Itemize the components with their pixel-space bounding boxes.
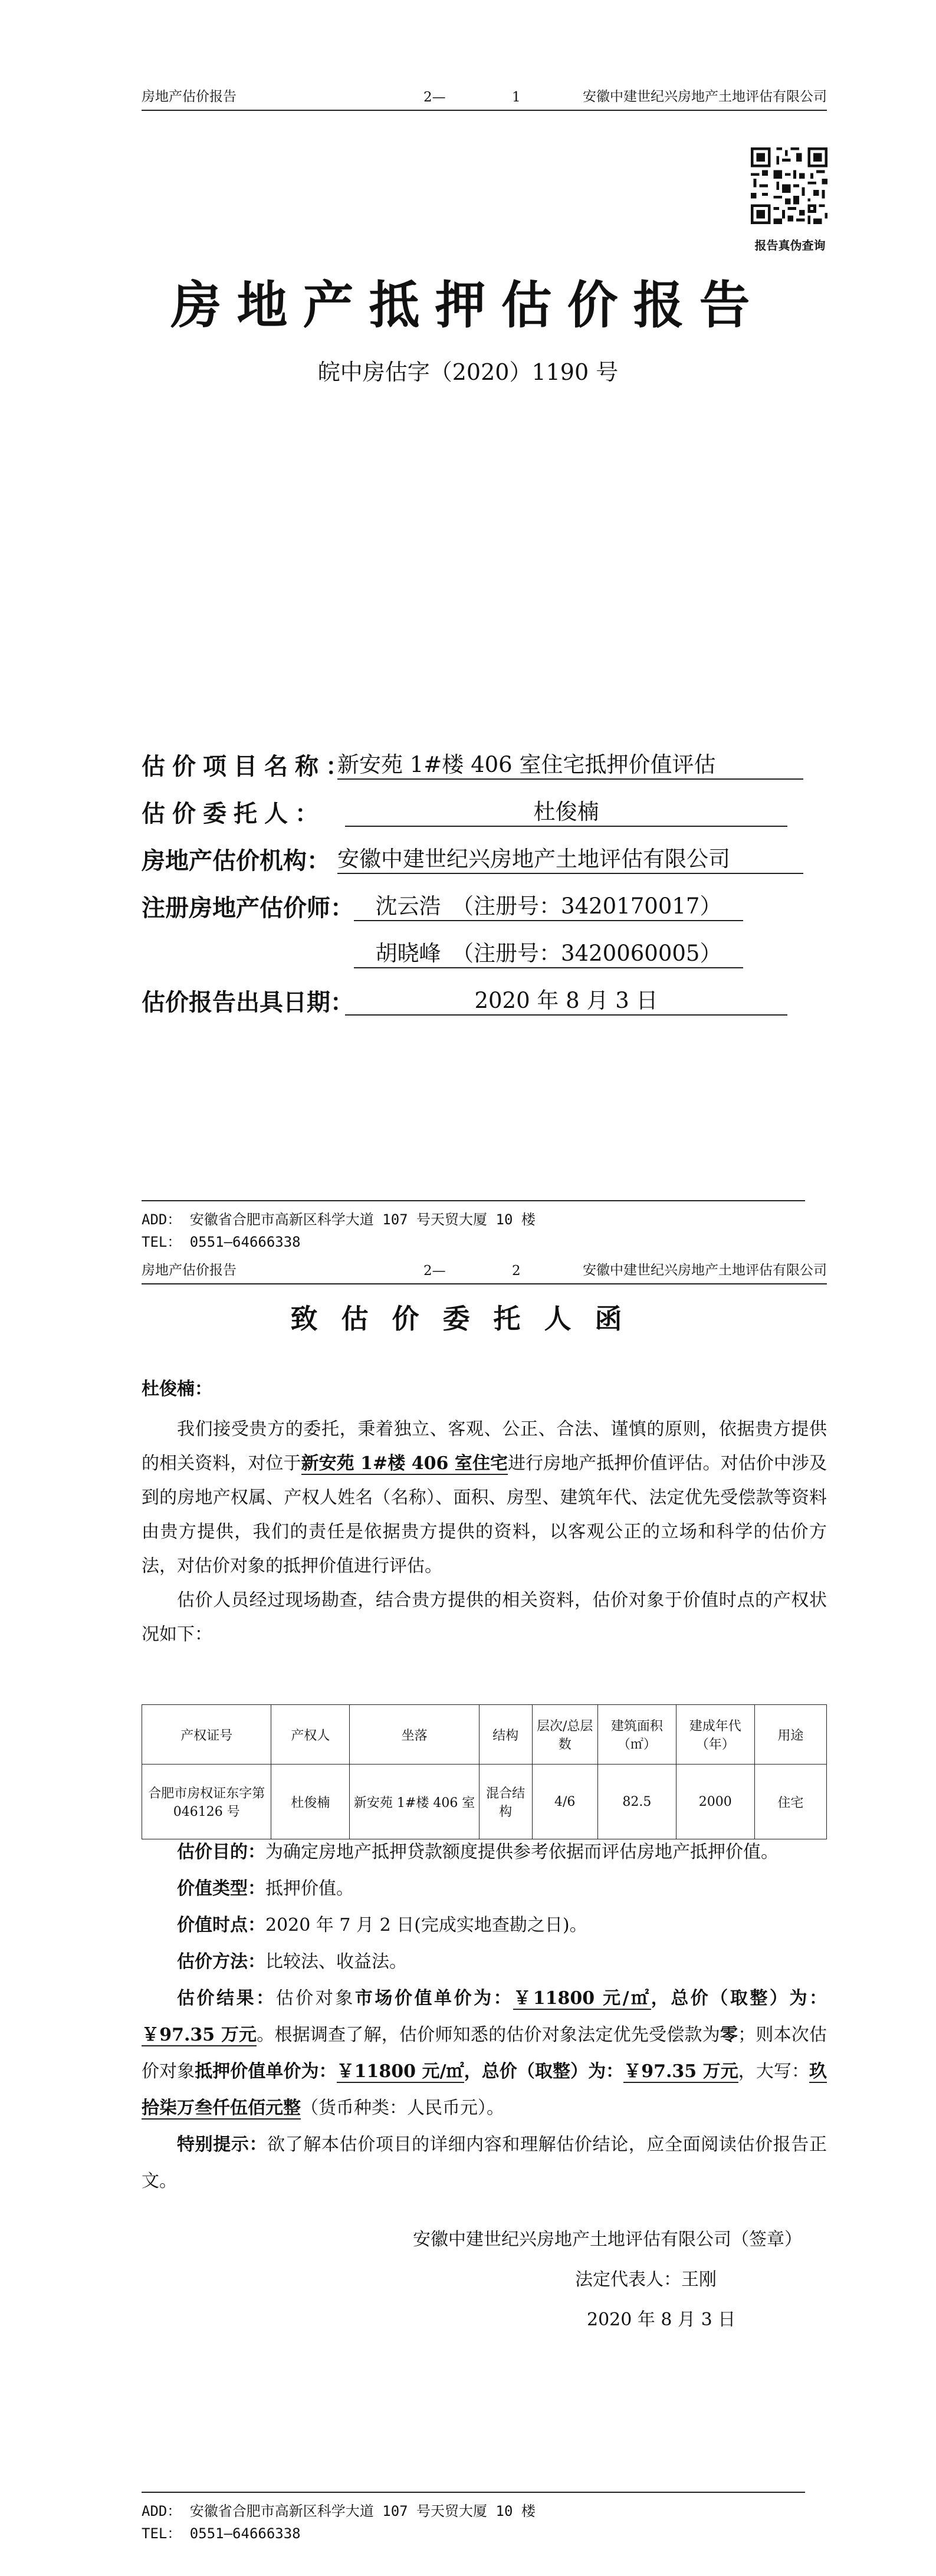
mortgage-unit-label: 抵押价值单价为：: [195, 2061, 337, 2082]
para1-property: 新安苑 1#楼 406 室住宅: [301, 1453, 508, 1474]
table-cell: 混合结构: [479, 1765, 532, 1839]
field-label-date: 估价报告出具日期：: [142, 988, 354, 1016]
letter-details: [142, 1834, 827, 2200]
page-header-2: [142, 1262, 827, 1284]
field-value-appraiser-1: 沈云浩 （注册号：3420170017）: [354, 888, 743, 921]
salutation: 杜俊楠：: [142, 1379, 212, 1399]
qr-caption: 报告真伪查询: [754, 238, 826, 252]
purpose-line: [142, 1834, 827, 1871]
field-label-project: 估价项目名称：: [142, 753, 356, 780]
method-text: 比较法、收益法。: [265, 1951, 407, 1972]
footer-divider: [142, 2492, 805, 2493]
legal-representative: 法定代表人：王刚: [575, 2269, 717, 2290]
footer-tel: TEL： 0551—64666338: [142, 2525, 301, 2542]
table-cell: 杜俊楠: [271, 1765, 350, 1839]
header-page-prefix: 2—: [423, 90, 446, 105]
result-text: 。根据调查了解，估价师知悉的估价对象法定优先受偿款为: [257, 2025, 720, 2045]
value-date-text: 2020 年 7 月 2 日(完成实地查勘之日)。: [265, 1915, 587, 1936]
table-header: 层次/总层数: [532, 1705, 597, 1765]
table-header: 产权人: [271, 1705, 350, 1765]
market-total-label: ，总价（取整）为：: [651, 1988, 827, 2009]
result-paragraph: [142, 1980, 827, 2127]
mortgage-unit-price: ￥11800 元/㎡: [336, 2061, 464, 2082]
table-header: 建成年代（年）: [676, 1705, 754, 1765]
value-type-label: 价值类型：: [177, 1878, 265, 1899]
report-ref-no: 皖中房估字（2020）1190 号: [317, 359, 619, 385]
field-label-client: 估价委托人：: [142, 800, 326, 827]
method-line: [142, 1944, 827, 1980]
para1-text-b: 进行房地产抵押价值评估。对估价中涉及到的房地产权属、产权人姓名（名称）、面积、房型、建筑年代、法定优先受偿款等资料由贵方提供，我们的责任是依据贵方提供的资料，以客观公正的立场和科学的估价方法，对估价对象的抵押价值进行评估。: [142, 1453, 827, 1576]
footer-divider: [142, 1200, 805, 1201]
table-header: 坐落: [350, 1705, 479, 1765]
letter-body: [142, 1412, 827, 1652]
value-date-label: 价值时点：: [177, 1915, 265, 1936]
field-value-client: 杜俊楠: [345, 794, 787, 827]
result-text: ，大写：: [738, 2061, 810, 2082]
paragraph-2: 估价人员经过现场勘查，结合贵方提供的相关资料，估价对象于价值时点的产权状况如下：: [142, 1590, 827, 1645]
special-note: [142, 2127, 827, 2200]
footer-tel: TEL： 0551—64666338: [142, 1234, 301, 1250]
field-value-agency: 安徽中建世纪兴房地产土地评估有限公司: [337, 841, 803, 874]
field-label-appraiser: 注册房地产估价师：: [142, 894, 354, 922]
table-header: 建筑面积（㎡）: [597, 1705, 676, 1765]
table-header-row: [142, 1705, 827, 1765]
table-cell: 合肥市房权证东字第046126 号: [142, 1765, 271, 1839]
table-header: 产权证号: [142, 1705, 271, 1765]
purpose-label: 估价目的：: [177, 1842, 265, 1862]
footer-address: ADD： 安徽省合肥市高新区科学大道 107 号天贸大厦 10 楼: [142, 2503, 536, 2519]
footer-address: ADD： 安徽省合肥市高新区科学大道 107 号天贸大厦 10 楼: [142, 1211, 536, 1228]
value-type-line: [142, 1871, 827, 1907]
mortgage-total-price: ￥97.35 万元: [623, 2061, 738, 2082]
field-value-date: 2020 年 8 月 3 日: [345, 983, 787, 1016]
special-text: 欲了解本估价项目的详细内容和理解估价结论，应全面阅读估价报告正文。: [142, 2134, 827, 2191]
header-page-number: 1: [512, 90, 521, 105]
letter-title: 致估价委托人函: [290, 1303, 646, 1335]
amount-in-words: 玖拾柒万叁仟伍佰元整: [142, 2061, 827, 2118]
header-right: 安徽中建世纪兴房地产土地评估有限公司: [583, 1263, 827, 1278]
result-text: ；则本次估价对象: [142, 2025, 827, 2082]
market-unit-price: ￥11800 元/㎡: [513, 1988, 651, 2009]
field-label-agency: 房地产估价机构：: [142, 847, 330, 875]
table-cell: 4/6: [532, 1765, 597, 1839]
table-cell: 2000: [676, 1765, 754, 1839]
company-signature: 安徽中建世纪兴房地产土地评估有限公司（签章）: [413, 2229, 802, 2250]
signature-date: 2020 年 8 月 3 日: [587, 2309, 736, 2330]
market-total-price: ￥97.35 万元: [142, 2025, 257, 2045]
field-value-appraiser-2: 胡晓峰 （注册号：3420060005）: [354, 935, 743, 968]
page-header: [142, 88, 827, 111]
result-label: 估价结果：: [177, 1988, 276, 2009]
value-date-line: [142, 1907, 827, 1944]
table-row: [142, 1765, 827, 1839]
market-unit-label: 市场价值单价为：: [354, 1988, 514, 2009]
result-text: 估价对象: [275, 1988, 355, 2009]
special-label: 特别提示：: [177, 2134, 268, 2155]
report-title: 房地产抵押估价报告: [170, 275, 766, 335]
table-header: 用途: [754, 1705, 826, 1765]
method-label: 估价方法：: [177, 1951, 265, 1972]
table-cell: 新安苑 1#楼 406 室: [350, 1765, 479, 1839]
table-cell: 住宅: [754, 1765, 826, 1839]
header-left: 房地产估价报告: [142, 89, 237, 104]
cover-page: [0, 0, 936, 1283]
field-value-project: 新安苑 1#楼 406 室住宅抵押价值评估: [337, 747, 803, 780]
header-right: 安徽中建世纪兴房地产土地评估有限公司: [583, 89, 827, 104]
purpose-text: 为确定房地产抵押贷款额度提供参考依据而评估房地产抵押价值。: [265, 1842, 779, 1862]
value-type-text: 抵押价值。: [265, 1878, 354, 1899]
table-header: 结构: [479, 1705, 532, 1765]
paragraph-1: [142, 1412, 827, 1583]
header-left: 房地产估价报告: [142, 1263, 237, 1278]
table-cell: 82.5: [597, 1765, 676, 1839]
priority-amount: 零: [720, 2025, 738, 2045]
header-page-number: 2: [512, 1263, 521, 1279]
property-table: [142, 1704, 827, 1839]
qr-code-icon[interactable]: [748, 144, 830, 227]
currency-note: （货币种类：人民币元）。: [301, 2098, 504, 2118]
para1-text-a: 我们接受贵方的委托，秉着独立、客观、公正、合法、谨慎的原则，依据贵方提供的相关资料，对位于: [142, 1419, 827, 1474]
header-page-prefix: 2—: [423, 1263, 446, 1279]
mortgage-total-label: ，总价（取整）为：: [464, 2061, 624, 2082]
